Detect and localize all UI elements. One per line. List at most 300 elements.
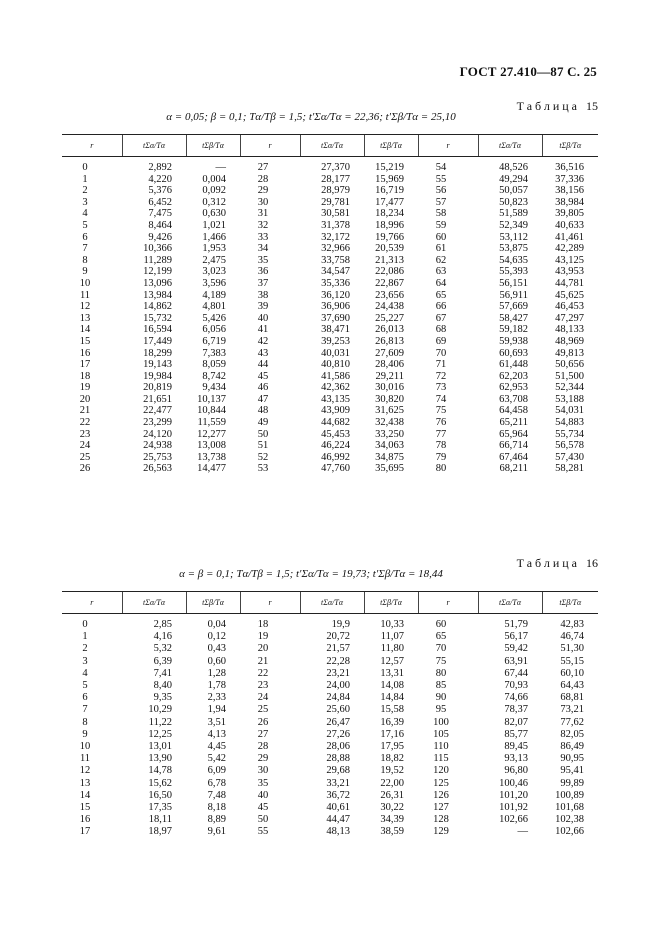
cell-value: 17,477 <box>375 196 404 208</box>
cell-value: 48,133 <box>555 324 584 336</box>
cell-r: 16 <box>79 347 91 359</box>
cell-r: 17 <box>79 826 91 838</box>
cell-value: — <box>215 162 226 173</box>
cell-r: 68 <box>435 324 447 336</box>
cell-value: 0,004 <box>202 173 226 185</box>
cell-value: 60,10 <box>560 667 584 679</box>
cell-value: 24,438 <box>375 301 404 313</box>
cell-value: 0,04 <box>207 619 226 630</box>
cell-value: 10,366 <box>143 243 172 255</box>
cell-r: 58 <box>435 208 447 220</box>
cell-value: 2,475 <box>202 254 226 266</box>
cell-value: 56,578 <box>555 440 584 452</box>
cell-value: 73,21 <box>560 704 584 716</box>
column-header: r <box>62 135 122 157</box>
cell-value: 3,596 <box>202 277 226 289</box>
cell-r: 34 <box>257 243 269 255</box>
cell-value: 61,448 <box>499 359 528 371</box>
cell-value: 29,211 <box>375 370 404 382</box>
cell-value: 9,35 <box>153 692 172 704</box>
table-row <box>62 778 598 790</box>
table-16-params: α = β = 0,1; Tα/Tβ = 1,5; t′Σα/Tα = 19,73; t′Σβ/Tα = 18,44 <box>179 568 443 580</box>
cell-value: 40,031 <box>321 347 350 359</box>
cell-value: 53,188 <box>555 393 584 405</box>
table-row <box>62 631 598 643</box>
table-row <box>62 614 598 632</box>
table-16-number: 16 <box>586 556 598 570</box>
cell-value: 40,61 <box>326 802 350 814</box>
cell-r: 50 <box>257 814 269 826</box>
cell-value: 14,08 <box>380 680 404 692</box>
cell-value: 11,289 <box>143 254 172 266</box>
cell-value: 8,89 <box>207 814 226 826</box>
cell-value: 51,500 <box>555 370 584 382</box>
cell-value: 50,823 <box>499 196 528 208</box>
cell-r: 32 <box>257 219 269 231</box>
cell-r: 30 <box>257 765 269 777</box>
cell-r: 14 <box>79 324 91 336</box>
cell-value: 37,690 <box>321 312 350 324</box>
cell-value: 10,29 <box>148 704 172 716</box>
cell-value: 70,93 <box>504 680 528 692</box>
cell-value: 51,589 <box>499 208 528 220</box>
cell-r: 59 <box>435 219 447 231</box>
cell-r: 29 <box>257 185 269 197</box>
cell-r: 28 <box>257 173 269 185</box>
cell-value: 63,708 <box>499 393 528 405</box>
cell-r: 7 <box>82 243 88 255</box>
cell-value: 22,28 <box>326 655 350 667</box>
table-row <box>62 348 598 360</box>
cell-value: 22,867 <box>375 277 404 289</box>
cell-r: 120 <box>433 765 449 777</box>
cell-value: 30,22 <box>380 802 404 814</box>
cell-value: 7,383 <box>202 347 226 359</box>
cell-value: 31,625 <box>375 405 404 417</box>
table-15 <box>62 134 598 475</box>
cell-value: 59,938 <box>499 335 528 347</box>
table-row <box>62 255 598 267</box>
cell-value: 93,13 <box>504 753 528 765</box>
table-row <box>62 741 598 753</box>
cell-value: 7,475 <box>148 208 172 220</box>
column-header: tΣβ/Tα <box>364 592 418 614</box>
column-header: tΣβ/Tα <box>364 135 418 157</box>
cell-value: 66,714 <box>499 440 528 452</box>
cell-value: 19,52 <box>380 765 404 777</box>
cell-value: 34,39 <box>380 814 404 826</box>
cell-value: 29,68 <box>326 765 350 777</box>
table-row <box>62 729 598 741</box>
cell-value: 13,738 <box>197 451 226 463</box>
table-row <box>62 463 598 475</box>
cell-value: 90,95 <box>560 753 584 765</box>
cell-value: 45,453 <box>321 428 350 440</box>
cell-value: 38,59 <box>380 826 404 838</box>
table-row <box>62 232 598 244</box>
cell-value: 20,72 <box>326 631 350 643</box>
cell-r: 45 <box>257 370 269 382</box>
cell-value: 32,438 <box>375 417 404 429</box>
table-row <box>62 278 598 290</box>
cell-value: 26,47 <box>326 716 350 728</box>
cell-value: 11,22 <box>148 716 172 728</box>
cell-value: 36,906 <box>321 301 350 313</box>
cell-value: 14,78 <box>148 765 172 777</box>
cell-r: 51 <box>257 440 269 452</box>
cell-r: 45 <box>257 802 269 814</box>
cell-r: 3 <box>82 196 88 208</box>
cell-r: 70 <box>435 347 447 359</box>
cell-r: 20 <box>257 643 269 655</box>
column-header: r <box>418 135 478 157</box>
column-header: r <box>62 592 122 614</box>
table-row <box>62 790 598 802</box>
cell-value: 22,477 <box>143 405 172 417</box>
cell-value: 67,44 <box>504 667 528 679</box>
cell-r: 7 <box>82 704 88 716</box>
cell-r: 2 <box>82 643 88 655</box>
table-row <box>62 301 598 313</box>
cell-r: 79 <box>435 451 447 463</box>
cell-r: 9 <box>82 728 88 740</box>
cell-value: 1,94 <box>207 704 226 716</box>
column-header: tΣβ/Tα <box>186 135 240 157</box>
cell-r: 22 <box>79 417 91 429</box>
cell-r: 55 <box>435 173 447 185</box>
cell-r: 33 <box>257 231 269 243</box>
cell-value: 13,31 <box>380 667 404 679</box>
cell-value: 43,135 <box>321 393 350 405</box>
cell-value: 4,16 <box>153 631 172 643</box>
cell-value: 13,984 <box>143 289 172 301</box>
cell-value: 35,695 <box>375 463 404 475</box>
cell-r: 67 <box>435 312 447 324</box>
cell-value: 22,086 <box>375 266 404 278</box>
cell-value: 36,72 <box>326 789 350 801</box>
cell-r: 6 <box>82 692 88 704</box>
cell-value: 17,16 <box>380 728 404 740</box>
cell-r: 63 <box>435 266 447 278</box>
cell-value: 100,46 <box>499 777 528 789</box>
cell-r: 3 <box>82 655 88 667</box>
cell-value: 53,112 <box>499 231 528 243</box>
cell-value: 48,526 <box>499 162 528 173</box>
cell-r: 90 <box>435 692 447 704</box>
cell-r: 35 <box>257 777 269 789</box>
cell-value: 50,656 <box>555 359 584 371</box>
cell-value: 1,78 <box>207 680 226 692</box>
cell-value: 101,68 <box>555 802 584 814</box>
cell-value: 20,539 <box>375 243 404 255</box>
cell-value: 19,143 <box>143 359 172 371</box>
cell-value: 2,85 <box>153 619 172 630</box>
cell-value: 21,651 <box>143 393 172 405</box>
cell-value: 18,299 <box>143 347 172 359</box>
cell-r: 55 <box>257 826 269 838</box>
table-row <box>62 405 598 417</box>
cell-value: 40,810 <box>321 359 350 371</box>
cell-r: 13 <box>79 312 91 324</box>
cell-r: 27 <box>257 728 269 740</box>
cell-r: 54 <box>435 162 447 173</box>
cell-r: 28 <box>257 741 269 753</box>
cell-r: 15 <box>79 335 91 347</box>
table-row <box>62 382 598 394</box>
table-row <box>62 208 598 220</box>
cell-r: 65 <box>435 289 447 301</box>
cell-r: 17 <box>79 359 91 371</box>
table-row <box>62 324 598 336</box>
cell-value: 59,182 <box>499 324 528 336</box>
cell-value: 14,862 <box>143 301 172 313</box>
cell-r: 110 <box>433 741 449 753</box>
cell-value: 6,39 <box>153 655 172 667</box>
cell-value: 13,90 <box>148 753 172 765</box>
cell-value: 15,969 <box>375 173 404 185</box>
cell-value: 46,453 <box>555 301 584 313</box>
cell-r: 30 <box>257 196 269 208</box>
cell-value: 46,74 <box>560 631 584 643</box>
table-row <box>62 704 598 716</box>
cell-r: 85 <box>435 680 447 692</box>
page-header: ГОСТ 27.410—87 С. 25 <box>459 64 597 79</box>
cell-r: 76 <box>435 417 447 429</box>
cell-value: 95,41 <box>560 765 584 777</box>
column-header: tΣα/Tα <box>300 135 364 157</box>
column-header: tΣα/Tα <box>478 135 542 157</box>
cell-value: 102,38 <box>555 814 584 826</box>
cell-value: 49,294 <box>499 173 528 185</box>
cell-value: 55,393 <box>499 266 528 278</box>
cell-value: 7,48 <box>207 789 226 801</box>
cell-r: 74 <box>435 393 447 405</box>
table-16-body <box>62 614 598 839</box>
cell-value: 53,875 <box>499 243 528 255</box>
table-row <box>62 656 598 668</box>
table-row <box>62 394 598 406</box>
cell-value: 23,21 <box>326 667 350 679</box>
cell-r: 61 <box>435 243 447 255</box>
table-15-header-row <box>62 135 598 157</box>
cell-value: 13,008 <box>197 440 226 452</box>
cell-value: 29,781 <box>321 196 350 208</box>
cell-r: 42 <box>257 335 269 347</box>
cell-r: 75 <box>435 655 447 667</box>
cell-r: 60 <box>435 231 447 243</box>
cell-value: 17,35 <box>148 802 172 814</box>
column-header: tΣα/Tα <box>300 592 364 614</box>
cell-value: 23,299 <box>143 417 172 429</box>
cell-value: 26,013 <box>375 324 404 336</box>
cell-value: 7,41 <box>153 667 172 679</box>
cell-value: 68,211 <box>499 463 528 475</box>
cell-value: 67,464 <box>499 451 528 463</box>
table-16-block <box>62 556 598 839</box>
table-row <box>62 371 598 383</box>
cell-value: 86,49 <box>560 741 584 753</box>
cell-value: 58,281 <box>555 463 584 475</box>
cell-value: 101,92 <box>499 802 528 814</box>
cell-r: 18 <box>257 619 269 630</box>
cell-r: 105 <box>433 728 449 740</box>
cell-r: 2 <box>82 185 88 197</box>
cell-r: 35 <box>257 254 269 266</box>
table-row <box>62 814 598 826</box>
table-row <box>62 290 598 302</box>
column-header: r <box>240 135 300 157</box>
cell-value: 28,06 <box>326 741 350 753</box>
table-15-title-word: Таблица <box>516 99 580 113</box>
cell-value: 11,559 <box>197 417 226 429</box>
cell-value: 15,58 <box>380 704 404 716</box>
cell-value: 9,61 <box>207 826 226 838</box>
cell-value: 55,15 <box>560 655 584 667</box>
cell-r: 5 <box>82 219 88 231</box>
cell-value: 49,813 <box>555 347 584 359</box>
table-row <box>62 336 598 348</box>
cell-value: 82,05 <box>560 728 584 740</box>
cell-r: 95 <box>435 704 447 716</box>
cell-value: 46,992 <box>321 451 350 463</box>
cell-r: 125 <box>433 777 449 789</box>
cell-r: 50 <box>257 428 269 440</box>
table-row <box>62 185 598 197</box>
cell-value: 4,801 <box>202 301 226 313</box>
cell-value: 16,50 <box>148 789 172 801</box>
cell-value: 41,461 <box>555 231 584 243</box>
table-row <box>62 826 598 838</box>
cell-r: 40 <box>257 789 269 801</box>
cell-value: 52,349 <box>499 219 528 231</box>
cell-value: 46,224 <box>321 440 350 452</box>
cell-value: 28,88 <box>326 753 350 765</box>
cell-r: 5 <box>82 680 88 692</box>
cell-value: 2,892 <box>148 162 172 173</box>
cell-r: 80 <box>435 463 447 475</box>
cell-value: 5,376 <box>148 185 172 197</box>
cell-r: 57 <box>435 196 447 208</box>
cell-r: 25 <box>79 451 91 463</box>
cell-value: 102,66 <box>499 814 528 826</box>
cell-value: 56,151 <box>499 277 528 289</box>
cell-value: 12,277 <box>197 428 226 440</box>
cell-value: 65,211 <box>499 417 528 429</box>
cell-r: 127 <box>433 802 449 814</box>
cell-r: 23 <box>257 680 269 692</box>
cell-value: 8,742 <box>202 370 226 382</box>
cell-value: 25,753 <box>143 451 172 463</box>
cell-r: 24 <box>79 440 91 452</box>
cell-value: 38,156 <box>555 185 584 197</box>
cell-value: 57,669 <box>499 301 528 313</box>
cell-r: 1 <box>82 631 88 643</box>
cell-r: 23 <box>79 428 91 440</box>
cell-r: 41 <box>257 324 269 336</box>
cell-value: 44,47 <box>326 814 350 826</box>
table-row <box>62 220 598 232</box>
cell-r: 38 <box>257 289 269 301</box>
table-row <box>62 440 598 452</box>
cell-value: 101,20 <box>499 789 528 801</box>
cell-value: 24,00 <box>326 680 350 692</box>
cell-r: 115 <box>433 753 449 765</box>
cell-value: 77,62 <box>560 716 584 728</box>
cell-value: 3,51 <box>207 716 226 728</box>
cell-r: 29 <box>257 753 269 765</box>
cell-value: 25,60 <box>326 704 350 716</box>
cell-r: 1 <box>82 173 88 185</box>
cell-value: 55,734 <box>555 428 584 440</box>
cell-value: 50,057 <box>499 185 528 197</box>
cell-value: 44,682 <box>321 417 350 429</box>
cell-value: 64,43 <box>560 680 584 692</box>
cell-value: 9,426 <box>148 231 172 243</box>
cell-value: 17,95 <box>380 741 404 753</box>
cell-value: 39,805 <box>555 208 584 220</box>
cell-r: 0 <box>82 162 88 173</box>
cell-r: 36 <box>257 266 269 278</box>
cell-value: 56,17 <box>504 631 528 643</box>
cell-value: 24,120 <box>143 428 172 440</box>
cell-value: 48,13 <box>326 826 350 838</box>
cell-value: 16,594 <box>143 324 172 336</box>
cell-value: 42,362 <box>321 382 350 394</box>
cell-value: 5,426 <box>202 312 226 324</box>
cell-value: 25,227 <box>375 312 404 324</box>
cell-value: 44,781 <box>555 277 584 289</box>
cell-value: 8,40 <box>153 680 172 692</box>
column-header: tΣβ/Tα <box>186 592 240 614</box>
cell-r: 56 <box>435 185 447 197</box>
cell-value: 68,81 <box>560 692 584 704</box>
cell-value: 28,979 <box>321 185 350 197</box>
cell-value: 43,909 <box>321 405 350 417</box>
cell-value: 99,89 <box>560 777 584 789</box>
cell-r: 31 <box>257 208 269 220</box>
cell-r: 37 <box>257 277 269 289</box>
cell-value: 38,471 <box>321 324 350 336</box>
cell-value: 15,219 <box>375 162 404 173</box>
cell-r: 13 <box>79 777 91 789</box>
cell-value: 14,477 <box>197 463 226 475</box>
cell-r: 100 <box>433 716 449 728</box>
table-15-params: α = 0,05; β = 0,1; Tα/Tβ = 1,5; t′Σα/Tα = 22,36; t′Σβ/Tα = 25,10 <box>166 111 456 123</box>
table-row <box>62 692 598 704</box>
cell-value: 0,312 <box>202 196 226 208</box>
cell-r: 0 <box>82 619 88 630</box>
cell-value: 6,719 <box>202 335 226 347</box>
cell-value: 30,581 <box>321 208 350 220</box>
cell-value: 54,635 <box>499 254 528 266</box>
cell-r: 49 <box>257 417 269 429</box>
cell-value: 6,09 <box>207 765 226 777</box>
cell-r: 26 <box>257 716 269 728</box>
cell-value: 28,406 <box>375 359 404 371</box>
cell-value: 27,26 <box>326 728 350 740</box>
cell-value: 28,177 <box>321 173 350 185</box>
cell-r: 53 <box>257 463 269 475</box>
cell-value: 0,43 <box>207 643 226 655</box>
cell-value: 6,78 <box>207 777 226 789</box>
table-row <box>62 417 598 429</box>
cell-r: 26 <box>79 463 91 475</box>
cell-value: 85,77 <box>504 728 528 740</box>
cell-value: 36,516 <box>555 162 584 173</box>
cell-r: 12 <box>79 301 91 313</box>
cell-value: 74,66 <box>504 692 528 704</box>
cell-r: 43 <box>257 347 269 359</box>
